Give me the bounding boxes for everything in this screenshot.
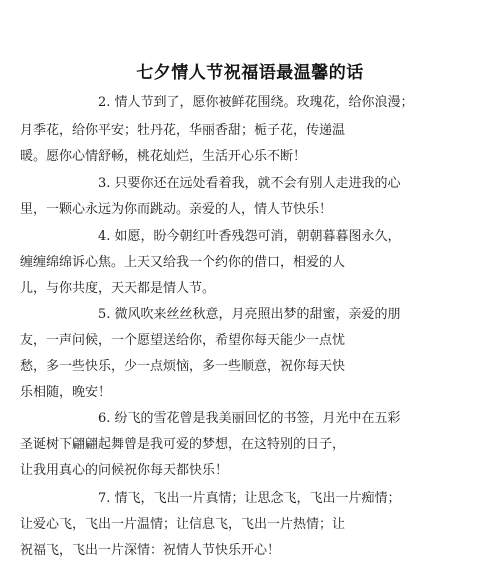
paragraph-line: 月季花，给你平安；牡丹花，华丽香甜；栀子花，传递温 [20,123,346,138]
paragraph-line: 让爱心飞，飞出一片温情；让信息飞，飞出一片热情；让 [20,517,346,532]
paragraph-line: 7. 情飞，飞出一片真情；让思念飞，飞出一片痴情； [98,491,401,506]
paragraph-line: 里，一颗心永远为你而跳动。亲爱的人，情人节快乐！ [20,202,333,217]
paragraph-line: 愁，多一些快乐，少一点烦恼，多一些顺意，祝你每天快 [20,359,346,374]
paragraph-line: 5. 微风吹来丝丝秋意，月亮照出梦的甜蜜，亲爱的朋 [98,307,401,322]
paragraph-line: 圣诞树下翩翩起舞曾是我可爱的梦想，在这特别的日子， [20,437,346,452]
paragraph-line: 祝福飞，飞出一片深情：祝情人节快乐开心！ [20,543,281,558]
paragraph-line: 2. 情人节到了，愿你被鲜花围绕。玫瑰花，给你浪漫； [98,95,414,110]
paragraph-line: 4. 如愿，盼今朝红叶香残怨可消，朝朝暮暮图永久， [98,229,401,244]
document-title: 七夕情人节祝福语最温馨的话 [136,63,364,83]
paragraph-line: 乐相随，晚安！ [20,385,112,400]
paragraph-line: 暖。愿你心情舒畅，桃花灿烂，生活开心乐不断！ [20,149,307,164]
paragraph-line: 3. 只要你还在远处看着我，就不会有别人走进我的心 [98,176,401,191]
paragraph-line: 缠缠绵绵诉心焦。上天又给我一个约你的借口，相爱的人 [20,255,346,270]
paragraph-line: 6. 纷飞的雪花曾是我美丽回忆的书签，月光中在五彩 [98,411,401,426]
paragraph-line: 让我用真心的问候祝你每天都快乐！ [20,463,229,478]
paragraph-line: 儿，与你共度，天天都是情人节。 [20,281,216,296]
paragraph-line: 友，一声问候，一个愿望送给你，希望你每天能少一点忧 [20,333,346,348]
